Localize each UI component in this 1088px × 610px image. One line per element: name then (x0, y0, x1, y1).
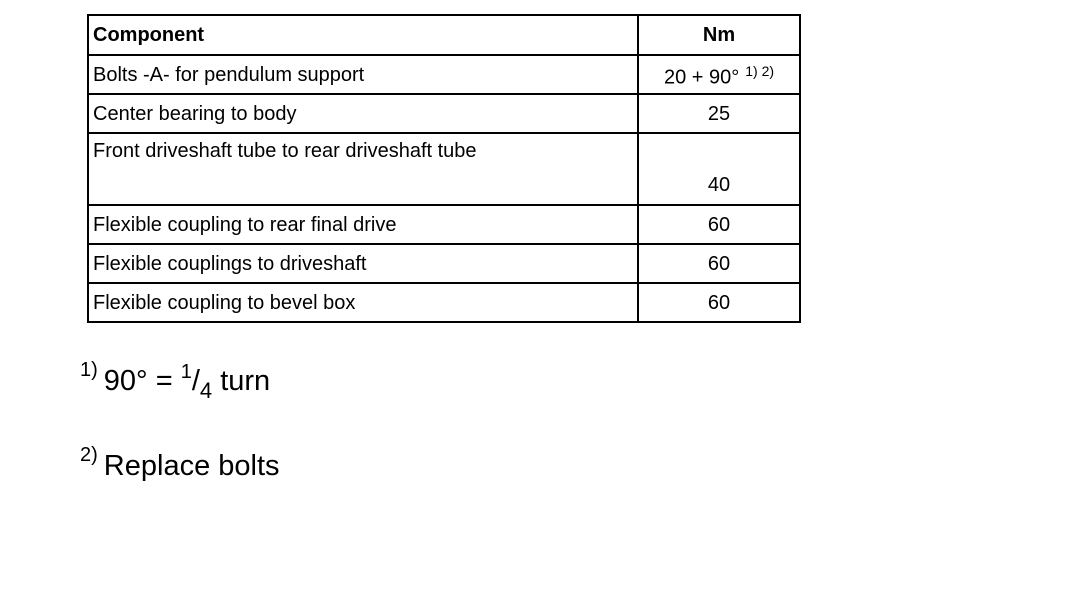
table-row (88, 244, 800, 283)
footnote-2 (80, 433, 280, 488)
table-row (88, 205, 800, 244)
footnote-text: Replace bolts (103, 450, 280, 482)
table-row (88, 283, 800, 322)
table-header-row (88, 15, 800, 55)
column-header-torque: Nm (638, 15, 800, 55)
column-header-component: Component (88, 15, 638, 55)
table-row (88, 94, 800, 133)
torque-specification-table (87, 14, 801, 323)
footnote-1 (80, 348, 280, 413)
torque-cell: 25 (638, 94, 800, 133)
footnote-marker: 2) (80, 444, 98, 466)
footnote-marker: 1) (80, 359, 98, 381)
component-cell: Bolts -A- for pendulum support (88, 55, 638, 94)
torque-value: 20 + 90° (663, 66, 740, 89)
footnote-reference: 1) 2) (745, 63, 775, 80)
torque-cell (638, 55, 800, 94)
component-cell: Front driveshaft tube to rear driveshaft tube (88, 133, 638, 205)
torque-cell: 60 (638, 244, 800, 283)
component-cell: Flexible coupling to rear final drive (88, 205, 638, 244)
footnotes (80, 348, 280, 508)
table-row (88, 55, 800, 94)
component-cell: Flexible coupling to bevel box (88, 283, 638, 322)
table-row (88, 133, 800, 205)
fraction-slash: / (191, 365, 200, 397)
component-cell: Flexible couplings to driveshaft (88, 244, 638, 283)
footnote-turn: turn (220, 365, 271, 397)
footnote-angle: 90° (103, 365, 148, 397)
fraction-denominator: 4 (199, 378, 213, 403)
torque-cell: 40 (638, 133, 800, 205)
torque-cell: 60 (638, 283, 800, 322)
component-cell: Center bearing to body (88, 94, 638, 133)
fraction-numerator: 1 (180, 361, 192, 383)
torque-cell: 60 (638, 205, 800, 244)
footnote-equals: = (155, 365, 173, 397)
